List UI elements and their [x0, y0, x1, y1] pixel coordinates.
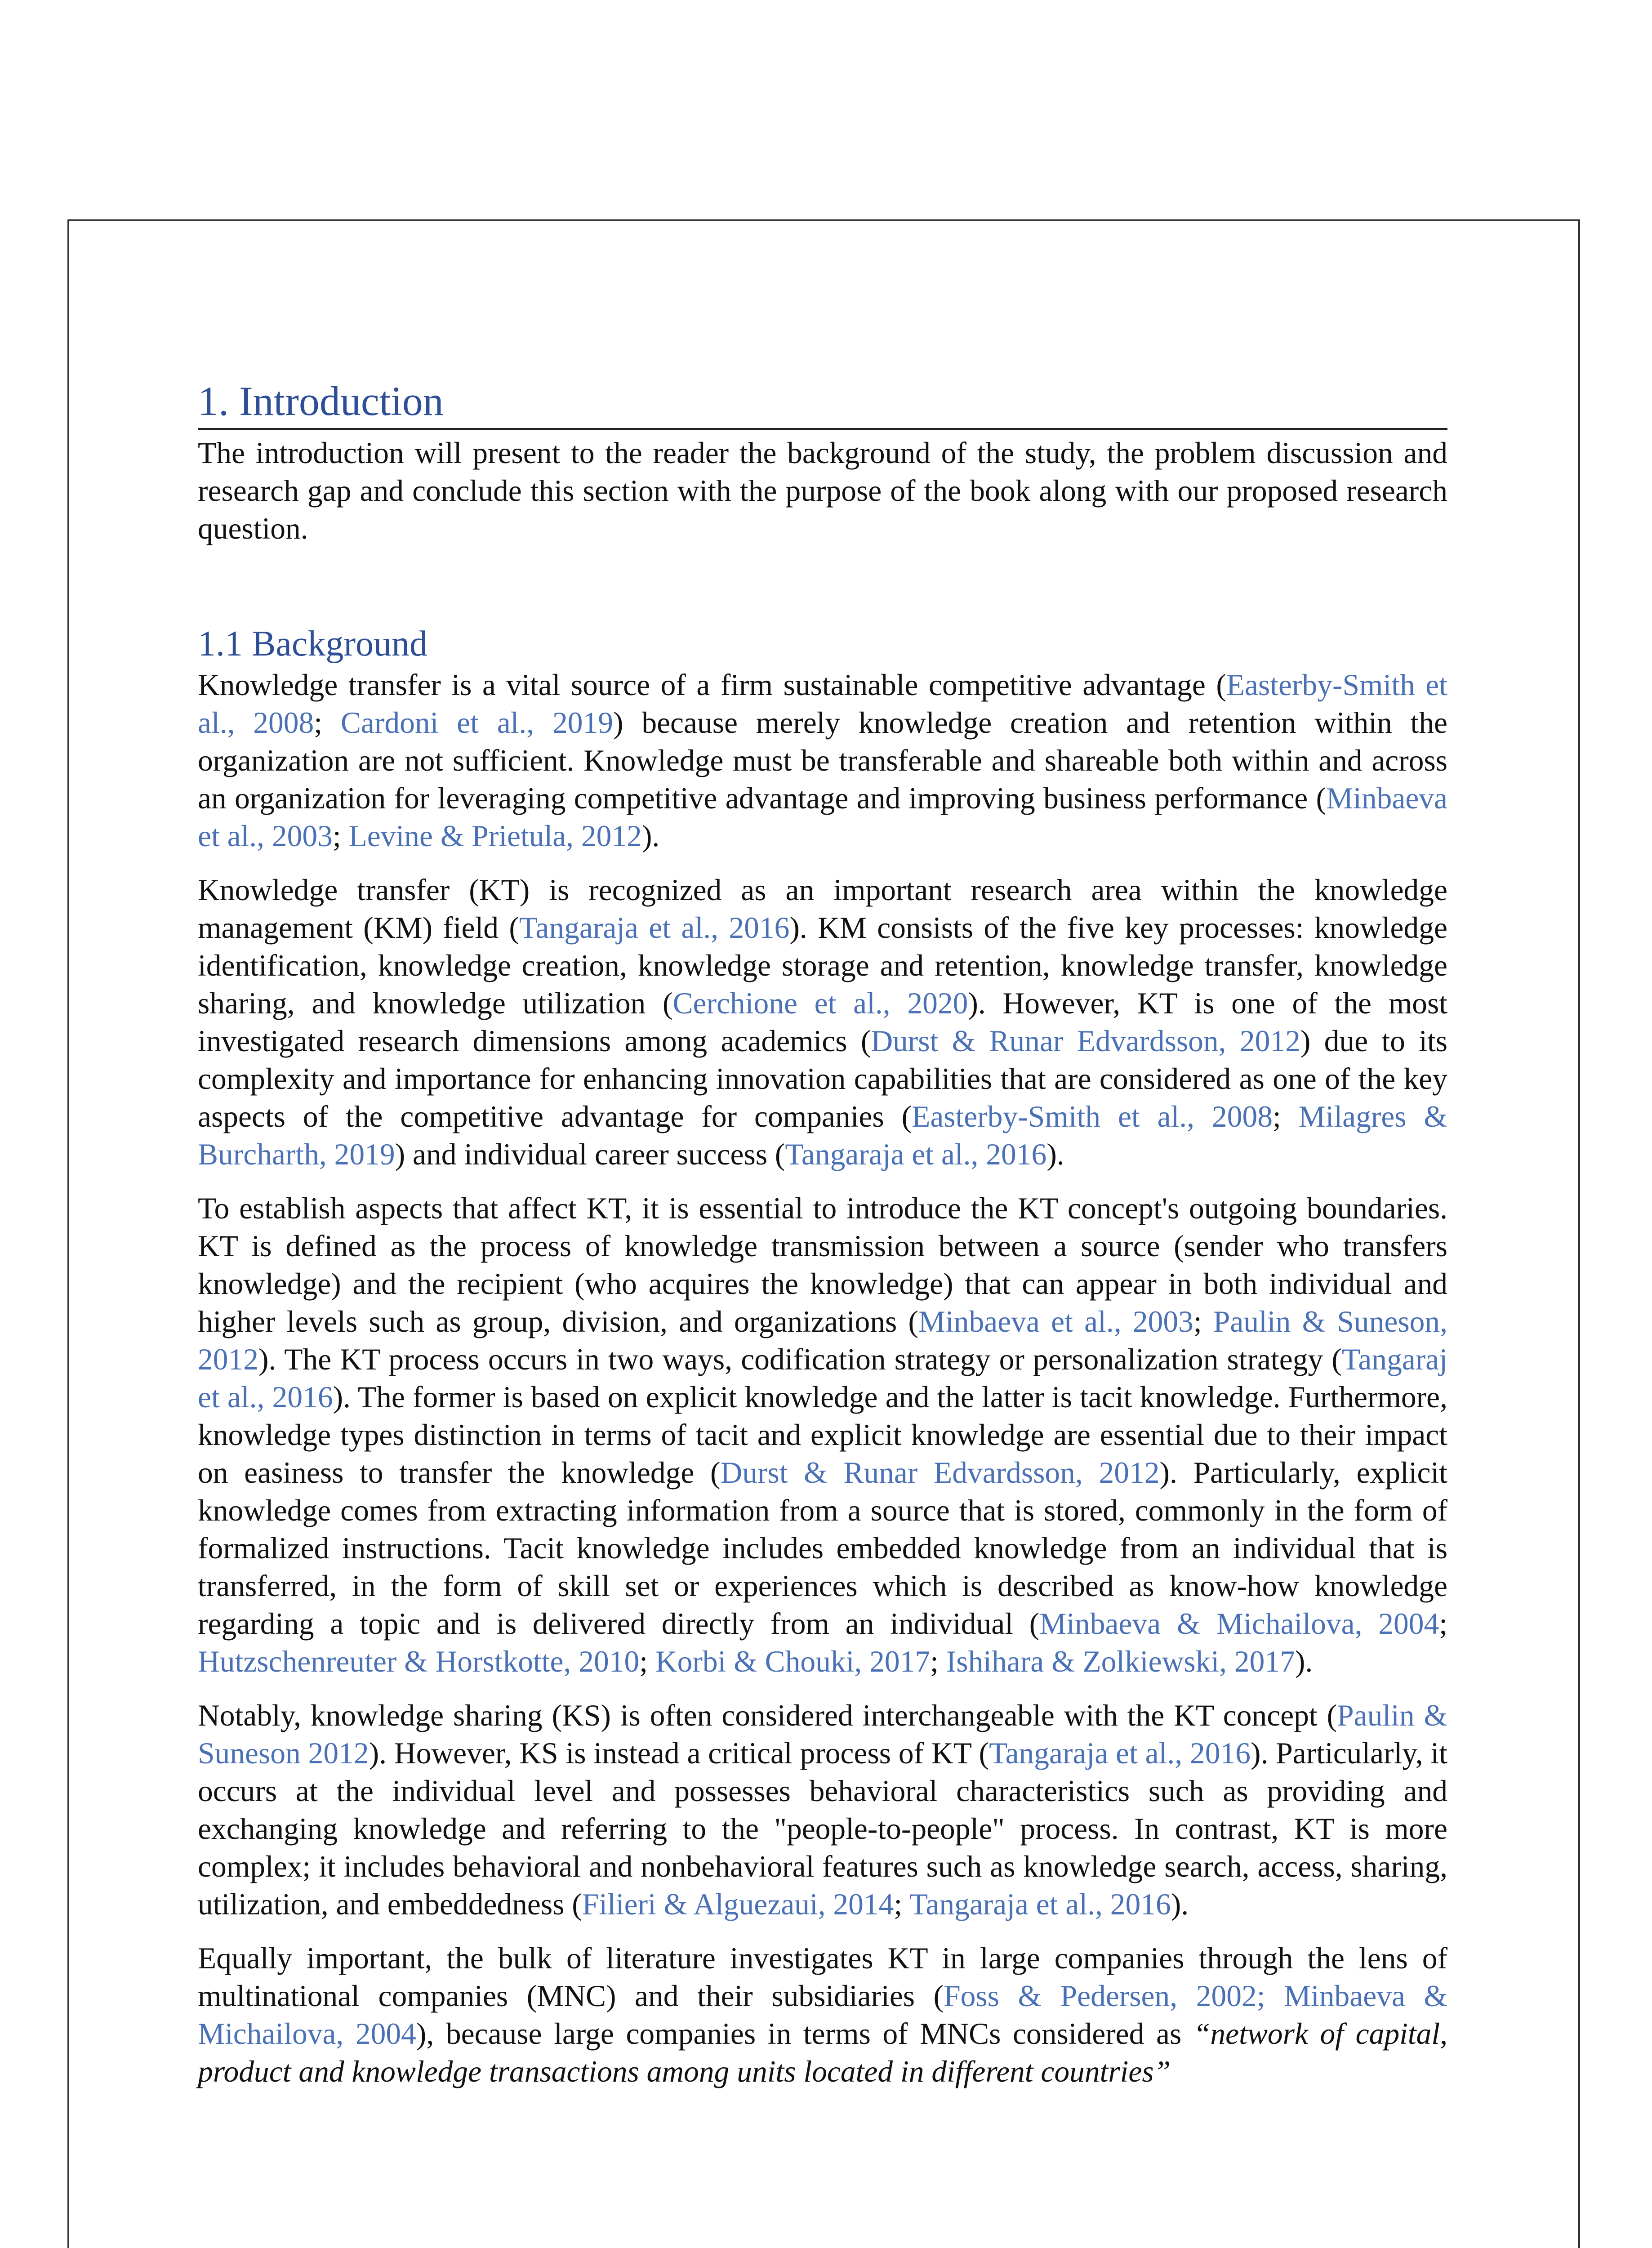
citation-link[interactable]: Ishihara & Zolkiewski, 2017 — [946, 1644, 1295, 1678]
citation-link[interactable]: Levine & Prietula, 2012 — [348, 819, 642, 853]
citation-link[interactable]: Minbaeva et al., 2003 — [918, 1304, 1193, 1338]
body-paragraph — [198, 1940, 1447, 2091]
citation-link[interactable]: Tangaraj et al., 2016 — [198, 1342, 1447, 1414]
paragraph-text: ). — [1046, 1137, 1064, 1171]
paragraph-text: ) because merely knowledge creation and retention within the organization are not sufficient. Knowledge must be transferable and shareable both within and across an organization for leveraging competitive advantage and improving business performance ( — [198, 705, 1447, 815]
body-paragraph — [198, 1697, 1447, 1923]
paragraph-text: ; — [639, 1644, 655, 1678]
citation-link[interactable]: Minbaeva et al., 2003 — [198, 781, 1447, 853]
citation-link[interactable]: Tangaraja et al., 2016 — [519, 910, 790, 945]
paragraph-text: Notably, knowledge sharing (KS) is often considered interchangeable with the KT concept ( — [198, 1698, 1337, 1732]
paragraph-text: ). Particularly, it occurs at the individual level and possesses behavioral characteristics such as providing and exchanging knowledge and referring to the "people-to-people" process. In contrast, KT is more complex; it includes behavioral and nonbehavioral features such as knowledge search, access, sharing, utilization, and embeddedness ( — [198, 1736, 1447, 1921]
citation-link[interactable]: Korbi & Chouki, 2017 — [655, 1644, 931, 1678]
citation-link[interactable]: Easterby-Smith et al., 2008 — [912, 1099, 1273, 1133]
citation-link[interactable]: Tangaraja et al., 2016 — [989, 1736, 1251, 1770]
citation-link[interactable]: Durst & Runar Edvardsson, 2012 — [720, 1455, 1160, 1490]
citation-link[interactable]: Paulin & Suneson, 2012 — [198, 1304, 1448, 1376]
paragraph-text: ), because large companies in terms of MNCs considered as — [416, 2016, 1193, 2051]
paragraph-text: ; — [332, 819, 349, 853]
intro-paragraph: The introduction will present to the reader the background of the study, the problem discussion and research gap and conclude this section with the purpose of the book along with our proposed research question. — [198, 436, 1447, 545]
citation-link[interactable]: Durst & Runar Edvardsson, 2012 — [871, 1024, 1300, 1058]
body-paragraph — [198, 666, 1447, 855]
citation-link[interactable]: Easterby-Smith et al., 2008 — [198, 668, 1447, 740]
citation-link[interactable]: Cerchione et al., 2020 — [672, 986, 968, 1020]
paragraph-text: ; — [1193, 1304, 1213, 1338]
citation-link[interactable]: Tangaraja et al., 2016 — [785, 1137, 1047, 1171]
citation-link[interactable]: Hutzschenreuter & Horstkotte, 2010 — [198, 1644, 640, 1678]
citation-link[interactable]: Milagres & Burcharth, 2019 — [198, 1099, 1447, 1171]
document-body — [198, 378, 1447, 2107]
section-heading-introduction: 1. Introduction — [198, 378, 1447, 430]
paragraph-text: ) and individual career success ( — [395, 1137, 785, 1171]
paragraph-text: ) due to its complexity and importance for enhancing innovation capabilities that are considered as one of the key aspects of the competitive advantage for companies ( — [198, 1024, 1448, 1133]
paragraph-text: ; — [314, 705, 341, 740]
paragraph-text: ; — [930, 1644, 946, 1678]
paragraph-text: To establish aspects that affect KT, it is essential to introduce the KT concept's outgoing boundaries. KT is defined as the process of knowledge transmission between a source (sender who transfers knowledge) and the recipient (who acquires the knowledge) that can appear in both individual and higher levels such as group, division, and organizations ( — [198, 1191, 1447, 1338]
body-paragraph — [198, 1190, 1447, 1681]
paragraph-text: ; — [1439, 1606, 1447, 1641]
background-paragraphs — [198, 666, 1447, 2091]
paragraph-text: ). — [1171, 1887, 1189, 1921]
paragraph-text: ). However, KT is one of the most investigated research dimensions among academics ( — [198, 986, 1448, 1058]
paragraph-text: Knowledge transfer (KT) is recognized as an important research area within the knowledge management (KM) field ( — [198, 873, 1447, 945]
paragraph-text: ). The KT process occurs in two ways, codification strategy or personalization strategy ( — [258, 1342, 1342, 1376]
paragraph-text: ; — [894, 1887, 909, 1921]
citation-link[interactable]: Foss & Pedersen, 2002; Minbaeva & Michailova, 2004 — [198, 1979, 1447, 2051]
body-paragraph — [198, 871, 1447, 1173]
citation-link[interactable]: Cardoni et al., 2019 — [340, 705, 614, 740]
citation-link[interactable]: Paulin & Suneson 2012 — [198, 1698, 1447, 1770]
paragraph-text: Knowledge transfer is a vital source of a firm sustainable competitive advantage ( — [198, 668, 1226, 702]
paragraph-text: Equally important, the bulk of literature investigates KT in large companies through the lens of multinational companies (MNC) and their subsidiaries ( — [198, 1941, 1447, 2013]
paragraph-text: ). However, KS is instead a critical process of KT ( — [369, 1736, 989, 1770]
quoted-text: “network of capital, product and knowledge transactions among units located in different countries” — [198, 2016, 1447, 2088]
paragraph-text: ). The former is based on explicit knowledge and the latter is tacit knowledge. Furthermore, knowledge types distinction in terms of tacit and explicit knowledge are essential due to their impact on easiness to transfer the knowledge ( — [198, 1380, 1447, 1490]
paragraph-text: ). KM consists of the five key processes: knowledge identification, knowledge creation, knowledge storage and retention, knowledge transfer, knowledge sharing, and knowledge utilization ( — [198, 910, 1447, 1020]
citation-link[interactable]: Filieri & Alguezaui, 2014 — [582, 1887, 894, 1921]
paragraph-text: ; — [1272, 1099, 1299, 1133]
subsection-heading-background: 1.1 Background — [198, 624, 428, 664]
citation-link[interactable]: Tangaraja et al., 2016 — [909, 1887, 1171, 1921]
citation-link[interactable]: Minbaeva & Michailova, 2004 — [1039, 1606, 1439, 1641]
paragraph-text: ). — [641, 819, 660, 853]
paragraph-text: ). Particularly, explicit knowledge comes from extracting information from a source that is stored, commonly in the form of formalized instructions. Tacit knowledge includes embedded knowledge from an individual that is transferred, in the form of skill set or experiences which is described as know-how knowledge regarding a topic and is delivered directly from an individual ( — [198, 1455, 1448, 1641]
paragraph-text: ). — [1295, 1644, 1313, 1678]
